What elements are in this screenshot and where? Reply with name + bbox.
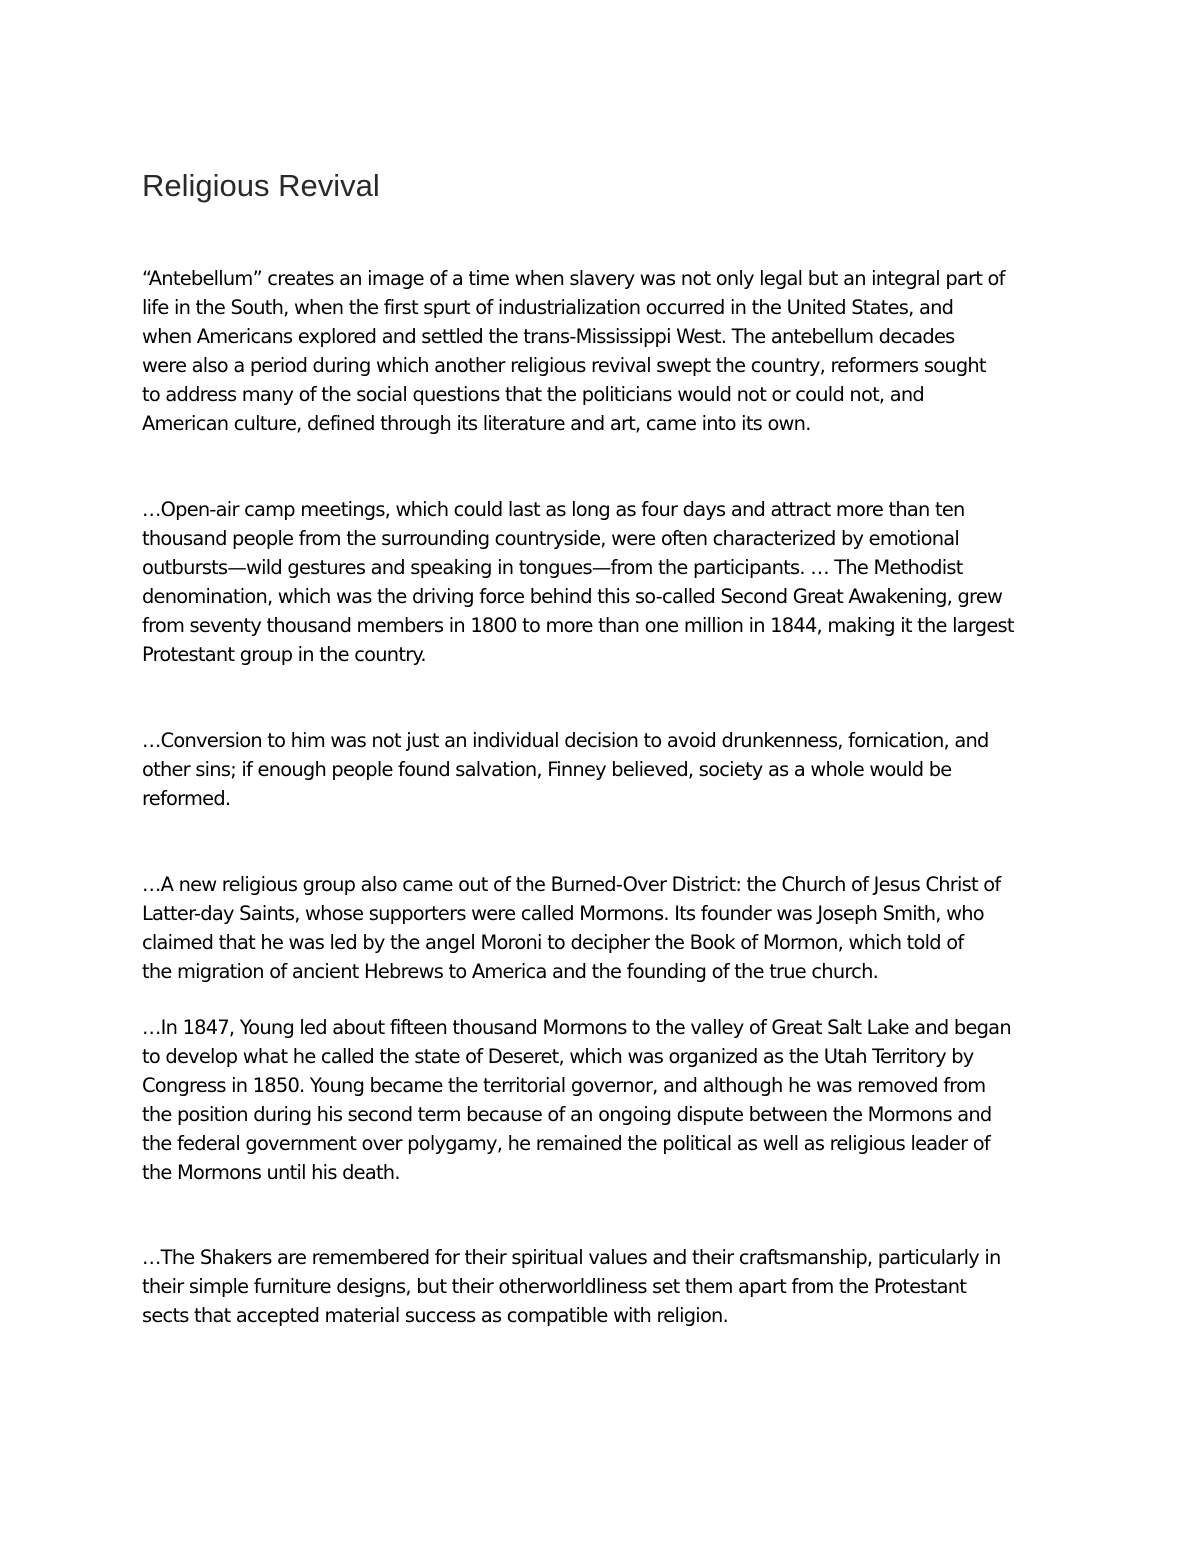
paragraph-line: their simple furniture designs, but their otherworldliness set them apart from the Protestant [142, 1274, 967, 1298]
paragraph-line: thousand people from the surrounding countryside, were often characterized by emotional [142, 526, 960, 550]
paragraph-line: were also a period during which another religious revival swept the country, reformers sought [142, 353, 986, 377]
paragraph-line: claimed that he was led by the angel Moroni to decipher the Book of Mormon, which told of [142, 930, 964, 954]
paragraph-line: …Conversion to him was not just an individual decision to avoid drunkenness, fornication, and [142, 729, 989, 752]
paragraph-line: …Open-air camp meetings, which could last as long as four days and attract more than ten [142, 498, 965, 521]
paragraph-line: Latter-day Saints, whose supporters were called Mormons. Its founder was Joseph Smith, who [142, 901, 984, 925]
paragraph-line: when Americans explored and settled the trans-Mississippi West. The antebellum decades [142, 324, 955, 348]
paragraph-line: to develop what he called the state of Deseret, which was organized as the Utah Territory by [142, 1044, 974, 1068]
paragraph-line: other sins; if enough people found salvation, Finney believed, society as a whole would be [142, 757, 952, 781]
paragraph-line: Protestant group in the country. [142, 642, 426, 666]
paragraph-line: …The Shakers are remembered for their spiritual values and their craftsmanship, particularly in [142, 1246, 1001, 1269]
paragraph-line: to address many of the social questions that the politicians would not or could not, and [142, 382, 924, 406]
paragraph-line: sects that accepted material success as compatible with religion. [142, 1303, 729, 1327]
paragraph-shakers [142, 1244, 1072, 1331]
paragraph-line: “Antebellum” creates an image of a time when slavery was not only legal but an integral part of [142, 267, 1005, 290]
paragraph-mormons [142, 871, 1072, 987]
paragraph-line: from seventy thousand members in 1800 to more than one million in 1844, making it the largest [142, 613, 1014, 637]
paragraph-line: the position during his second term because of an ongoing dispute between the Mormons and [142, 1102, 992, 1126]
paragraph-line: …A new religious group also came out of the Burned-Over District: the Church of Jesus Christ of [142, 873, 1001, 896]
paragraph-line: the federal government over polygamy, he remained the political as well as religious leader of [142, 1131, 990, 1155]
paragraph-line: denomination, which was the driving force behind this so-called Second Great Awakening, grew [142, 584, 1003, 608]
paragraph-line: outbursts—wild gestures and speaking in tongues—from the participants. … The Methodist [142, 555, 963, 579]
paragraph-camp-meetings [142, 496, 1072, 669]
paragraph-line: Congress in 1850. Young became the territorial governor, and although he was removed from [142, 1073, 986, 1097]
paragraph-line: the Mormons until his death. [142, 1160, 400, 1184]
paragraph-line: life in the South, when the first spurt of industrialization occurred in the United States, and [142, 295, 954, 319]
document-title: Religious Revival [142, 168, 380, 203]
paragraph-line: the migration of ancient Hebrews to America and the founding of the true church. [142, 959, 879, 983]
paragraph-antebellum [142, 265, 1072, 438]
paragraph-conversion [142, 727, 1072, 814]
paragraph-line: American culture, defined through its literature and art, came into its own. [142, 411, 811, 435]
paragraph-young [142, 1014, 1072, 1187]
paragraph-line: reformed. [142, 786, 231, 810]
paragraph-line: …In 1847, Young led about fifteen thousand Mormons to the valley of Great Salt Lake and began [142, 1016, 1011, 1039]
